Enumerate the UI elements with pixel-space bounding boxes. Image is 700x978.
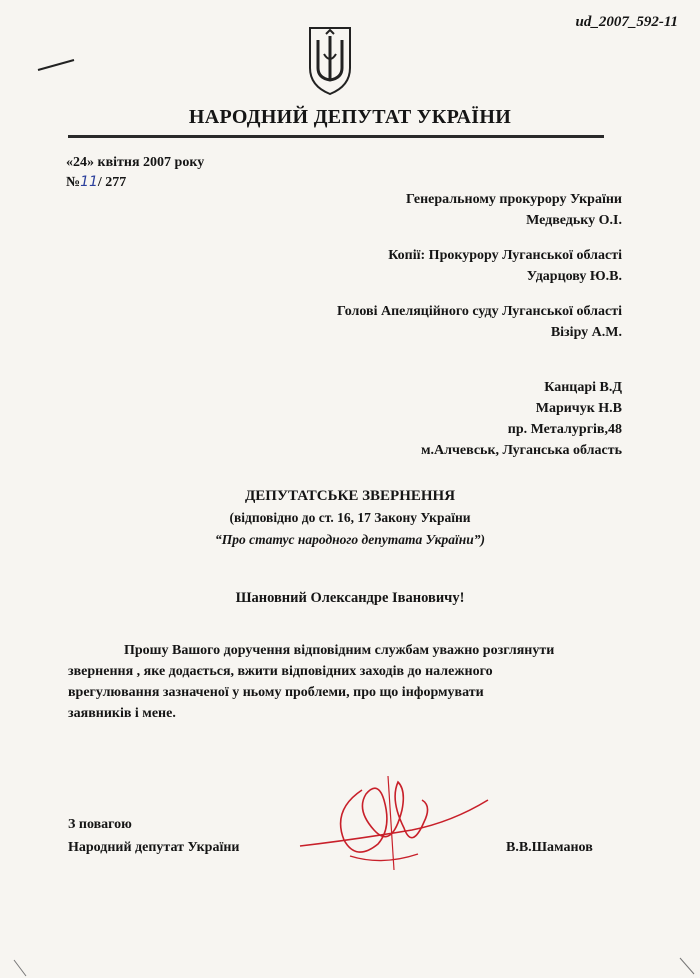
appeal-subtitle: (відповідно до ст. 16, 17 Закону України (229, 510, 471, 525)
number-suffix: / 277 (97, 175, 127, 190)
body-line: заявників і мене. (68, 706, 176, 721)
recipient-appeal-court (337, 301, 622, 343)
recipient-applicants (421, 377, 622, 461)
recipient-prosecutor-general (406, 189, 622, 231)
recipient-line: Візіру А.М. (550, 325, 622, 340)
recipient-line: м.Алчевськ, Луганська область (420, 443, 622, 458)
scan-mark (36, 54, 76, 76)
recipient-line: Медведьку О.І. (526, 213, 622, 228)
header-divider (68, 135, 604, 138)
scan-edge (0, 954, 700, 978)
body-line: Прошу Вашого доручення відповідним службам уважно розглянути (124, 643, 555, 658)
recipient-line: Копії: Прокурору Луганської області (388, 248, 622, 263)
appeal-title: ДЕПУТАТСЬКЕ ЗВЕРНЕННЯ (244, 488, 456, 504)
handwritten-signature (292, 770, 492, 880)
number-prefix: № (66, 175, 81, 190)
recipient-line: Маричук Н.В (535, 401, 622, 416)
recipient-line: Канцарі В.Д (544, 380, 622, 395)
body-line: врегулювання зазначеної у ньому проблеми, про що інформувати (68, 685, 484, 700)
document-number (66, 174, 126, 191)
body-line: звернення , яке додається, вжити відповідних заходів до належного (68, 664, 493, 679)
recipient-line: пр. Металургів,48 (507, 422, 622, 437)
closing-regards: З повагою (68, 817, 132, 832)
appeal-law-reference: “Про статус народного депутата України”) (215, 532, 485, 547)
letter-body (68, 640, 628, 724)
recipient-line: Генеральному прокурору України (406, 192, 622, 207)
document-id: ud_2007_592-11 (575, 14, 678, 30)
signer-name: В.В.Шаманов (506, 840, 593, 855)
salutation: Шановний Олександре Івановичу! (235, 590, 465, 606)
document-date: «24» квітня 2007 року (66, 155, 205, 170)
number-handwritten: 11 (80, 174, 98, 190)
recipient-line: Ударцову Ю.В. (526, 269, 622, 284)
header-title: НАРОДНИЙ ДЕПУТАТ УКРАЇНИ (188, 106, 512, 128)
trident-coat-of-arms-icon (306, 24, 354, 96)
closing-title: Народний депутат України (68, 840, 240, 855)
recipient-copy-regional-prosecutor (388, 245, 622, 287)
recipient-line: Голові Апеляційного суду Луганської області (337, 304, 622, 319)
